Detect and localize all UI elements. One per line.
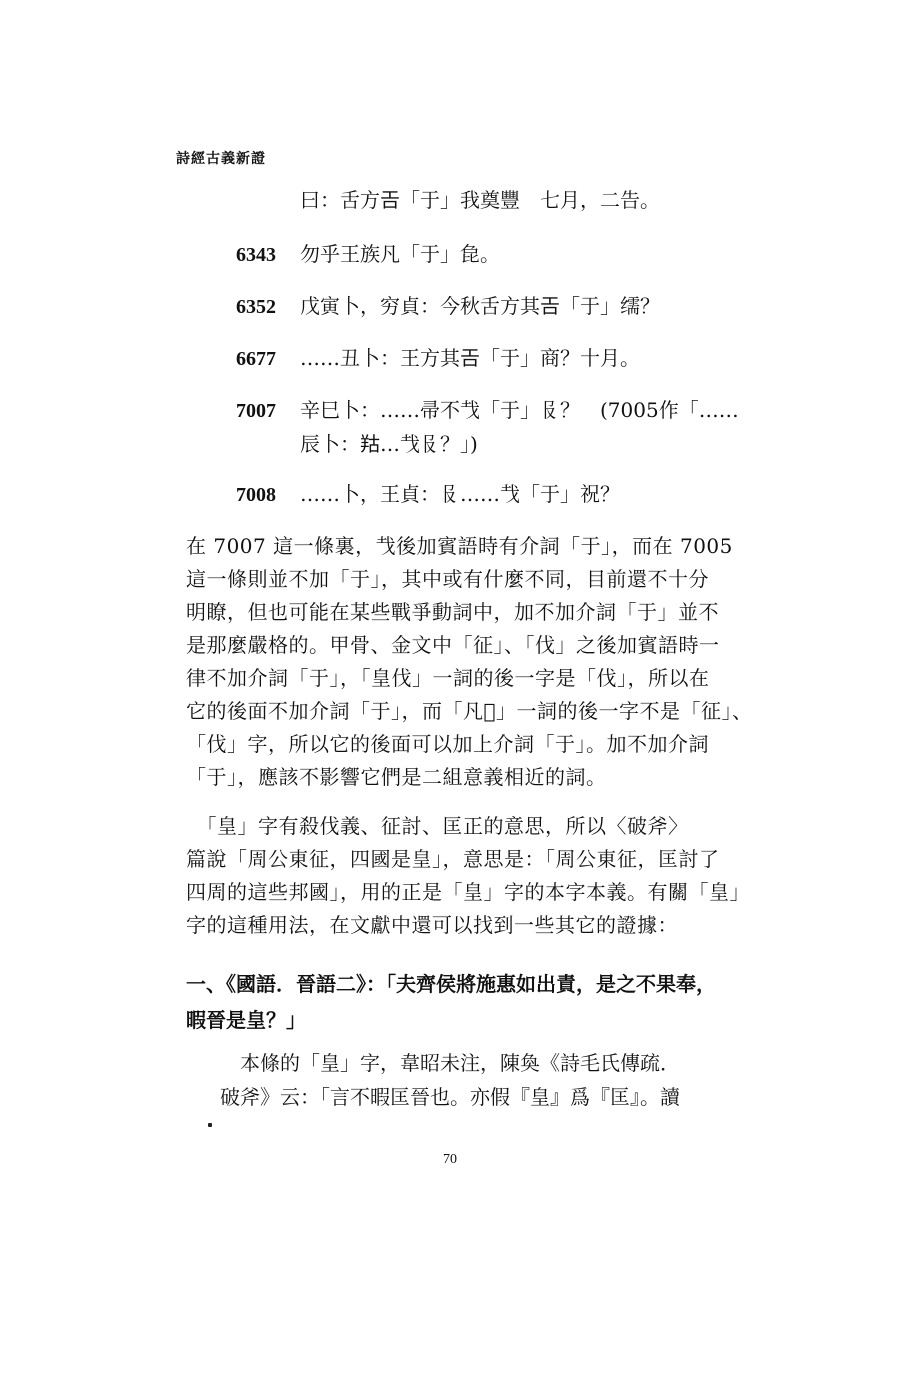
inscription-entry: [236, 394, 739, 427]
inscription-number: 7008: [236, 484, 276, 506]
inscription-number: 6343: [236, 244, 276, 266]
commentary-line: 本條的「皇」字，韋昭未注，陳奐《詩毛氏傳疏．: [220, 1051, 680, 1075]
paragraph-line: 這一條則並不加「于」，其中或有什麼不同，目前還不十分: [186, 567, 709, 591]
inscription-text: 戊寅卜，穷貞：今秋舌方其𢀛「于」𦈡？: [300, 294, 660, 318]
paragraph-line: 「于」，應該不影響它們是二組意義相近的詞。: [186, 765, 607, 789]
paragraph-line: 律不加介詞「于」，「皇伐」一詞的後一字是「伐」，所以在: [186, 666, 710, 690]
inscription-entry: [236, 342, 640, 375]
body-paragraph: [186, 810, 766, 942]
print-speck: [208, 1123, 212, 1127]
inscription-entry: [236, 478, 620, 511]
paragraph-line: 「皇」字有殺伐義、征討、匡正的意思，所以〈破斧〉: [186, 814, 689, 838]
body-paragraph: [186, 530, 766, 794]
inscription-text: ……丑卜：王方其𢀛「于」商？十月。: [300, 346, 640, 370]
commentary-line: 破斧》云：「言不暇匡晉也。亦假『皇』爲『匡』。讀: [220, 1085, 680, 1109]
quotation-line: 暇晉是皇？」: [186, 1008, 306, 1032]
paragraph-line: 字的這種用法，在文獻中還可以找到一些其它的證據：: [186, 913, 678, 937]
inscription-continuation: [300, 428, 478, 460]
inscription-text: 勿乎王族凡「于」㲋。: [300, 242, 500, 266]
running-head: 詩經古義新證: [176, 151, 266, 167]
inscription-number: 6352: [236, 296, 276, 318]
paragraph-line: 它的後面不加介詞「于」，而「凡𢁋」一詞的後一字不是「征」、: [186, 699, 753, 723]
paragraph-line: 篇說「周公東征，四國是皇」，意思是：「周公東征，匡討了: [186, 847, 720, 871]
inscription-number: 6677: [236, 348, 276, 370]
inscription-entry: [236, 290, 660, 323]
inscription-text: 曰：舌方𢀛「于」我奠豐 七月，二告。: [300, 188, 660, 212]
inscription-entry: [236, 238, 500, 271]
quotation-block: [186, 966, 716, 1038]
inscription-text: 辰卜：𦍩…𢦏𠬝？」): [300, 432, 478, 456]
commentary-block: [220, 1046, 680, 1114]
quotation-line: 一、《國語．晉語二》：「夫齊侯將施惠如出責，是之不果奉，: [186, 972, 716, 996]
paragraph-line: 明瞭，但也可能在某些戰爭動詞中，加不加介詞「于」並不: [186, 600, 719, 624]
page-number: 70: [443, 1152, 457, 1167]
inscription-text: ……卜，王貞：𠬝……𢦏「于」祝？: [300, 482, 620, 506]
inscription-text: 辛巳卜：……帚不𢦏「于」𠬝？ (7005作「……: [300, 398, 739, 422]
paragraph-line: 四周的這些邦國」，用的正是「皇」字的本字本義。有關「皇」: [186, 880, 750, 904]
inscription-number: 7007: [236, 400, 276, 422]
paragraph-line: 在 7007 這一條裏，𢦏後加賓語時有介詞「于」，而在 7005: [186, 534, 733, 558]
paragraph-line: 「伐」字，所以它的後面可以加上介詞「于」。加不加介詞: [186, 732, 709, 756]
paragraph-line: 是那麼嚴格的。甲骨、金文中「征」、「伐」之後加賓語時一: [186, 633, 720, 657]
inscription-entry: [300, 184, 660, 216]
